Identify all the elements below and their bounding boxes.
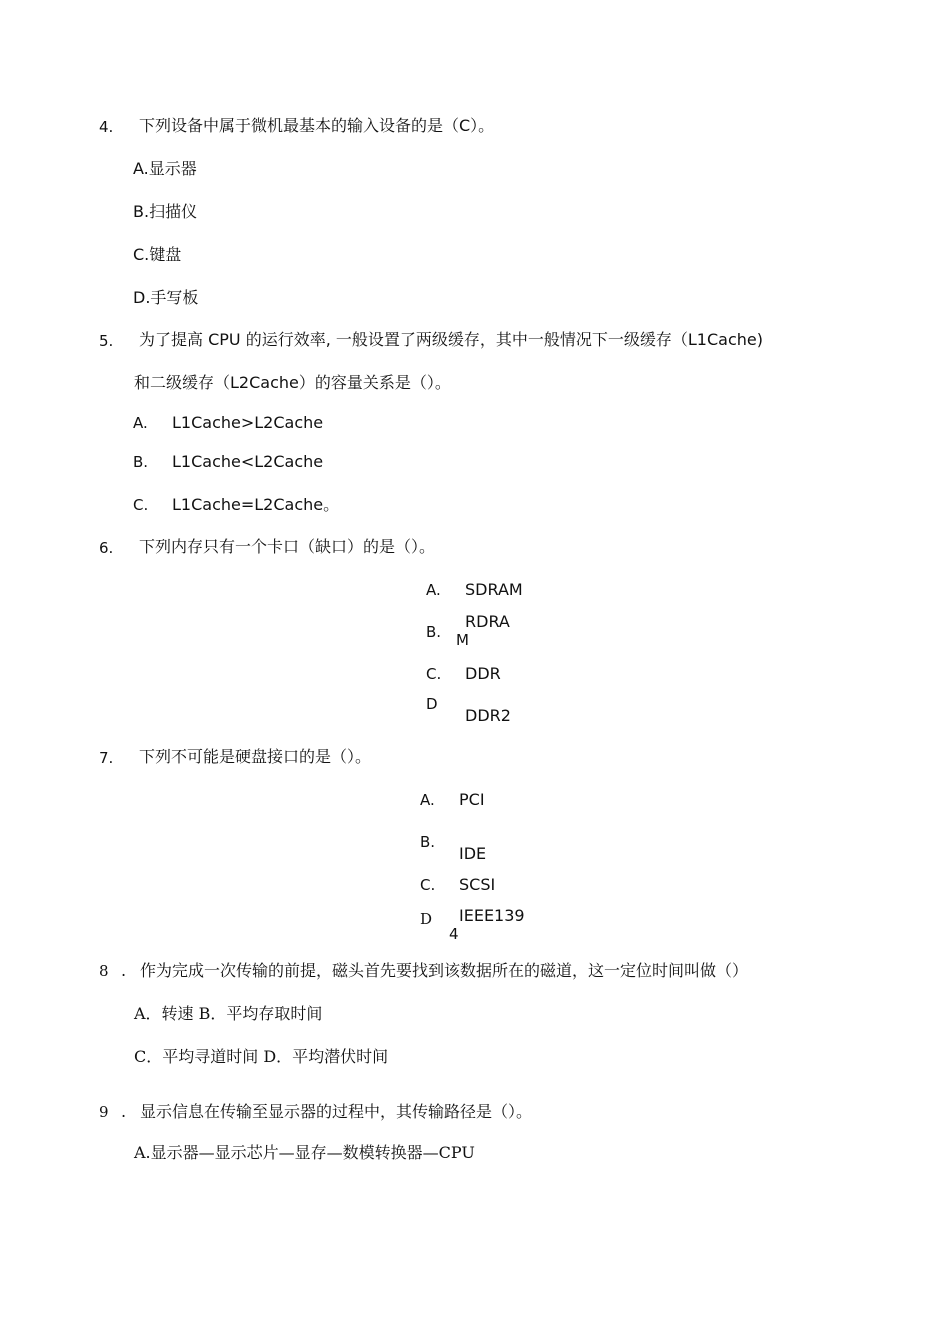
option-letter: B. — [426, 623, 442, 641]
question-number: 7. — [99, 749, 114, 767]
option-d: D.手写板 — [133, 288, 199, 307]
question-number: 8 — [99, 962, 109, 980]
option-letter: B. — [133, 453, 149, 471]
option-letter: D — [420, 910, 433, 928]
option-text-wrap: 4 — [449, 925, 459, 943]
option-text: RDRA — [465, 612, 510, 631]
option-letter: A. — [426, 581, 441, 599]
option-a: A.显示器 — [133, 159, 197, 178]
option-letter: A. — [133, 414, 148, 432]
question-stem: 下列设备中属于微机最基本的输入设备的是（C）。 — [139, 116, 495, 135]
question-dot: . — [121, 1102, 127, 1121]
option-text: L1Cache>L2Cache — [172, 413, 324, 432]
option-text: L1Cache=L2Cache。 — [172, 495, 340, 514]
option-text: DDR2 — [465, 706, 511, 725]
question-dot: . — [121, 961, 127, 980]
question-stem: 显示信息在传输至显示器的过程中，其传输路径是（）。 — [140, 1102, 533, 1121]
question-stem-line2: 和二级缓存（L2Cache）的容量关系是（）。 — [134, 373, 451, 392]
options-line1: A．转速 B．平均存取时间 — [134, 1004, 323, 1023]
option-letter: B. — [420, 833, 436, 851]
option-text-wrap: M — [456, 631, 469, 649]
option-text: L1Cache<L2Cache — [172, 452, 324, 471]
option-letter: D — [426, 695, 438, 713]
option-b: B.扫描仪 — [133, 202, 198, 221]
question-stem: 作为完成一次传输的前提，磁头首先要找到该数据所在的磁道，这一定位时间叫做（） — [140, 961, 749, 980]
option-text: SCSI — [459, 875, 496, 894]
options-line2: C．平均寻道时间 D．平均潜伏时间 — [134, 1047, 389, 1066]
option-text: PCI — [459, 790, 485, 809]
option-text: DDR — [465, 664, 501, 683]
option-text: IEEE139 — [459, 906, 525, 925]
question-stem-line1: 为了提高 CPU 的运行效率, 一般设置了两级缓存，其中一般情况下一级缓存（L1Cache) — [139, 330, 763, 349]
option-letter: C. — [133, 496, 149, 514]
option-text: IDE — [459, 844, 487, 863]
question-number: 9 — [99, 1103, 109, 1121]
question-stem: 下列不可能是硬盘接口的是（）。 — [139, 747, 372, 766]
question-number: 4. — [99, 118, 114, 136]
option-letter: C. — [426, 665, 442, 683]
option-letter: C. — [420, 876, 436, 894]
option-text: SDRAM — [465, 580, 523, 599]
question-stem: 下列内存只有一个卡口（缺口）的是（）。 — [139, 537, 436, 556]
question-number: 5. — [99, 332, 114, 350]
question-number: 6. — [99, 539, 114, 557]
option-c: C.键盘 — [133, 245, 182, 264]
options-line1: A.显示器—显示芯片—显存—数模转换器—CPU — [134, 1143, 475, 1162]
option-letter: A. — [420, 791, 435, 809]
